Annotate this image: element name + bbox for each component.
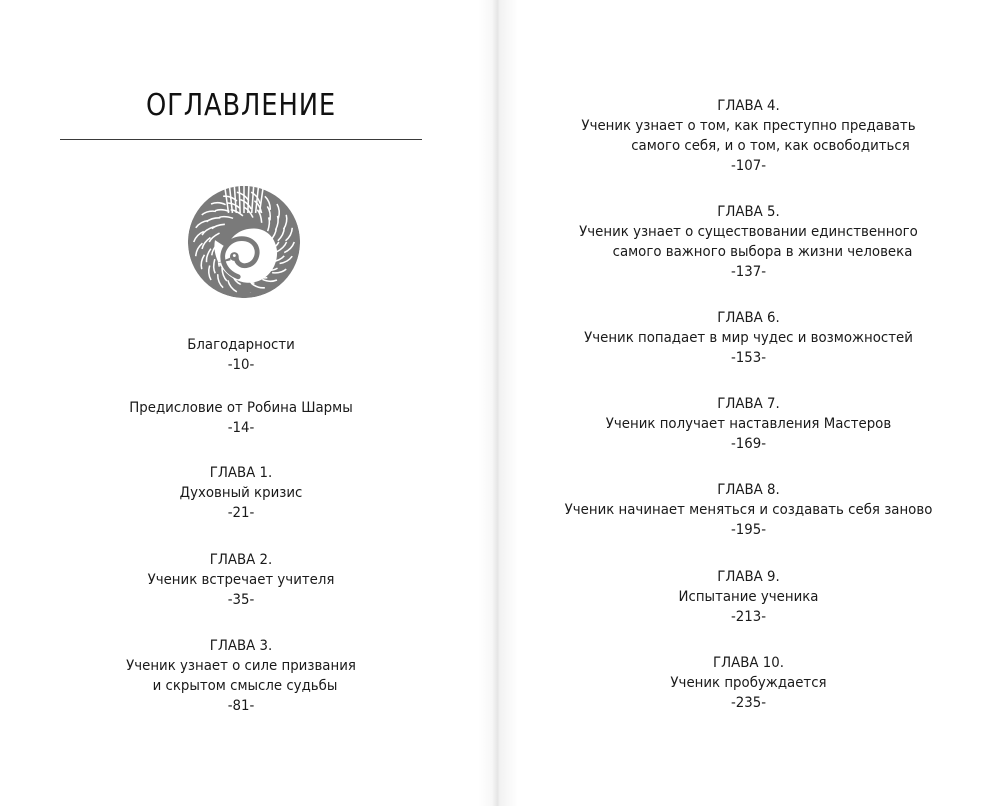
- entry-title-line: Испытание ученика: [678, 589, 819, 605]
- left-page: [0, 0, 497, 806]
- entry-title-line: Ученик начинает меняться и создавать себя заново: [564, 502, 933, 518]
- entry-title-line: Ученик пробуждается: [670, 675, 827, 691]
- page-number: -137-: [730, 264, 767, 280]
- entry-title-line: Духовный кризис: [179, 485, 303, 501]
- entry-title-line: Ученик получает наставления Мастеров: [605, 416, 892, 432]
- title-divider: [60, 139, 422, 140]
- chapter-label: ГЛАВА 5.: [717, 204, 780, 220]
- entry-title-line: Ученик узнает о том, как преступно предавать: [581, 118, 916, 134]
- chapter-label: ГЛАВА 10.: [712, 655, 785, 671]
- right-page: [497, 0, 1000, 806]
- page-number: -35-: [227, 592, 255, 608]
- page-number: -195-: [730, 522, 767, 538]
- page-number: -169-: [730, 436, 767, 452]
- entry-title-line: и скрытом смысле судьбы: [152, 678, 338, 694]
- entry-title-line: Ученик попадает в мир чудес и возможностей: [584, 330, 913, 346]
- chapter-label: ГЛАВА 7.: [717, 396, 780, 412]
- chapter-label: ГЛАВА 9.: [717, 569, 780, 585]
- page-number: -107-: [730, 158, 767, 174]
- toc-entry[interactable]: [60, 335, 422, 375]
- chapter-label: ГЛАВА 1.: [209, 465, 273, 481]
- toc-entry[interactable]: [497, 480, 1000, 540]
- crane-crest-icon: [186, 184, 302, 300]
- page-number: -14-: [227, 420, 255, 436]
- entry-title-line: самого важного выбора в жизни человека: [612, 244, 913, 260]
- entry-title-line: Благодарности: [187, 337, 295, 353]
- page-title: ОГЛАВЛЕНИЕ: [145, 88, 337, 123]
- toc-entry[interactable]: [497, 96, 1000, 176]
- page-number: -213-: [730, 609, 767, 625]
- chapter-label: ГЛАВА 2.: [209, 552, 273, 568]
- toc-entry[interactable]: [60, 636, 422, 716]
- toc-entry[interactable]: [60, 398, 422, 438]
- entry-title-line: самого себя, и о том, как освободиться: [631, 138, 910, 154]
- page-number: -21-: [227, 505, 255, 521]
- page-number: -81-: [227, 698, 255, 714]
- toc-entry[interactable]: [497, 653, 1000, 713]
- entry-title-line: Ученик встречает учителя: [147, 572, 335, 588]
- entry-title-line: Предисловие от Робина Шармы: [129, 400, 353, 416]
- chapter-label: ГЛАВА 8.: [717, 482, 780, 498]
- page-number: -235-: [730, 695, 767, 711]
- entry-title-line: Ученик узнает о силе призвания: [126, 658, 356, 674]
- toc-entry[interactable]: [497, 394, 1000, 454]
- page-number: -153-: [730, 350, 767, 366]
- feather-stroke: [248, 186, 249, 213]
- toc-entry[interactable]: [497, 567, 1000, 627]
- chapter-label: ГЛАВА 3.: [209, 638, 273, 654]
- toc-entry[interactable]: [497, 308, 1000, 368]
- toc-entry[interactable]: [60, 550, 422, 610]
- page-number: -10-: [227, 357, 255, 373]
- toc-entry[interactable]: [60, 463, 422, 523]
- toc-entry[interactable]: [497, 202, 1000, 282]
- feather-stroke: [239, 186, 240, 213]
- chapter-label: ГЛАВА 6.: [717, 310, 780, 326]
- entry-title-line: Ученик узнает о существовании единственного: [579, 224, 918, 240]
- chapter-label: ГЛАВА 4.: [717, 98, 780, 114]
